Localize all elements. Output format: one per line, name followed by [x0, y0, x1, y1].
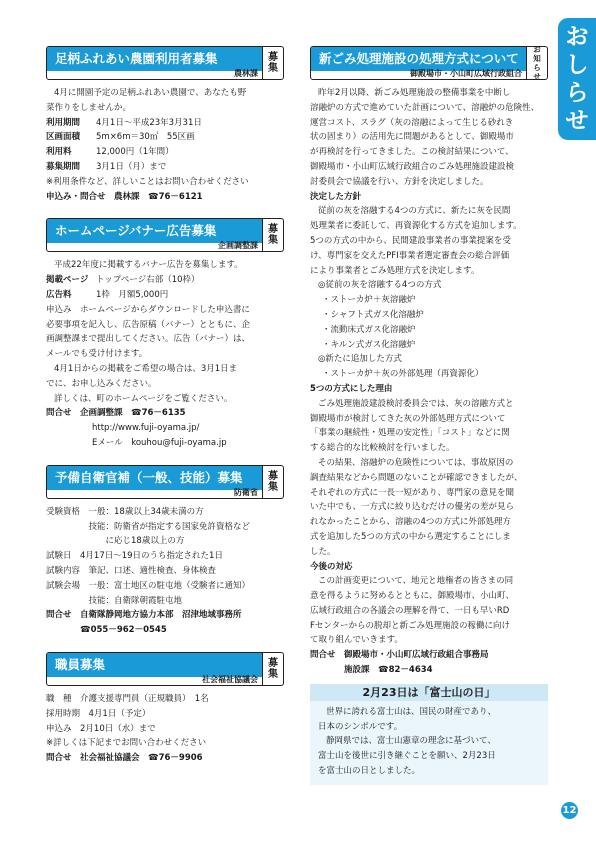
waste-dept: 御殿場市・小山町広域行政組合	[410, 69, 522, 78]
staff-line: 問合せ 社会福祉協議会 ☎76－9906	[46, 753, 203, 764]
staff-line: 申込み 2月10日（水）まで	[46, 723, 156, 734]
banner-contact: 問合せ 企画調整課 ☎76－6135	[46, 408, 186, 419]
waste-line: 御殿場市が検討してきた灰の外部処理方式について	[310, 413, 506, 424]
farm-intro: 4月に開園予定の足柄ふれあい農園で、あなたも野	[54, 88, 247, 98]
section-tab-oshirase	[558, 18, 596, 140]
banner-title: ホームページバナー広告募集	[47, 219, 262, 243]
waste-line: け、専門家を交えたPFI事業者選定審査会の総合評価	[310, 250, 510, 261]
staff-line: 採用時期 4月1日（予定）	[46, 708, 151, 719]
fuji-day-line: 富士山を後世に引き継ぐことを願い、2月23日	[318, 751, 496, 762]
waste-line: 決定した方針	[310, 191, 362, 202]
waste-line: 5つの方式にした理由	[310, 383, 393, 394]
fuji-day-box	[310, 684, 548, 785]
staff-line: 職 種 介護支援専門員（正規職員） 1名	[46, 693, 209, 704]
waste-line: ◎新たに追加した方式	[318, 354, 402, 365]
waste-line: 昨年2月以降、新ごみ処理施設の整備事業を中断し	[318, 88, 511, 98]
waste-line: 5つの方式の中から、民間建設事業者の事業提案を受	[310, 235, 511, 246]
recruit-badge: 募 集	[263, 465, 284, 499]
waste-line: 討委員会で協議を行い、方針を決定しました。	[310, 176, 489, 187]
waste-line: する総合的な比較検討を行いました。	[310, 443, 455, 454]
waste-line: 今後の対応	[310, 561, 353, 572]
waste-line: 溶融炉の方式で進めていた計画について、溶融炉の危険性、	[310, 102, 540, 113]
banner-apply: 必要事項を記入し、広告原稿（バナー）とともに、企	[46, 319, 251, 330]
sdf-line: 受験資格 一般：18歳以上34歳未満の方	[46, 506, 204, 517]
waste-line: 状の固まり）の活用先に問題があるとして、御殿場市	[310, 132, 514, 143]
farm-notice	[46, 46, 284, 204]
waste-body	[310, 86, 548, 678]
sdf-line: 試験日 4月17日～19日のうち指定された1日	[46, 551, 223, 562]
banner-info: でに、お申し込みください。	[46, 378, 157, 389]
fuji-day-line: を富士山の日としました。	[318, 766, 421, 777]
banner-header	[46, 218, 284, 252]
banner-apply: メールでも受け付けます。	[46, 349, 148, 360]
sdf-header	[46, 465, 284, 499]
waste-line: 式を追加した5つの方式の中から選定することにしま	[310, 531, 511, 542]
page-number: 12	[561, 802, 578, 819]
fuji-day-line: 日本のシンボルです。	[318, 721, 403, 732]
waste-line: 御殿場市・小山町広域行政組合のごみ処理施設建設検	[310, 161, 515, 172]
banner-detail: 詳しくは、町のホームページをご覧ください。	[54, 393, 233, 404]
waste-line: ・ストーカ炉＋灰溶融炉	[322, 295, 416, 306]
tab-char: お	[565, 24, 589, 50]
sdf-line: 問合せ 自衛隊静岡地方協力本部 沼津地域事務所	[46, 610, 242, 621]
fuji-day-line: 世界に誇れる富士山は、国民の財産であり、	[326, 706, 497, 717]
farm-row: 利用料 12,000円（1年間）	[46, 147, 174, 158]
sdf-notice	[46, 465, 284, 638]
waste-line: ・キルン式ガス化溶融炉	[322, 339, 416, 350]
fuji-day-line: 静岡県では、富士山憲章の理念に基づいて、	[326, 736, 496, 747]
waste-line: ・流動床式ガス化溶融炉	[322, 324, 416, 335]
farm-title: 足柄ふれあい農園利用者募集	[47, 47, 262, 71]
waste-line: 問合せ 御殿場市・小山町広域行政組合事務局	[310, 650, 489, 661]
banner-row: 掲載ページ トップページ右部（10枠）	[46, 275, 200, 286]
sdf-line: 試験会場 一般：富士地区の駐屯地（受験者に通知）	[46, 580, 251, 591]
tab-char: し	[565, 52, 589, 78]
waste-line: て取り組んでいきます。	[310, 635, 403, 646]
waste-line: 調査結果などから問題のないことが確認できましたが、	[310, 472, 523, 483]
farm-intro: 菜作りをしませんか。	[46, 102, 132, 113]
waste-line: 施設課 ☎82－4634	[310, 665, 433, 676]
sdf-line: ☎055－962－0545	[46, 625, 167, 636]
sdf-dept: 防衛省	[234, 487, 258, 497]
staff-line: ※詳しくは下記までお問い合わせください	[46, 738, 207, 749]
waste-line: 従前の灰を溶融する4つの方式に、新たに灰を民間	[318, 206, 511, 217]
staff-notice	[46, 652, 284, 766]
farm-row: 利用期間 4月1日～平成23年3月31日	[46, 117, 202, 128]
homepage-link[interactable]: http://www.fuji-oyama.jp/	[92, 423, 200, 434]
waste-line: により事業者とごみ処理方式を決定します。	[310, 265, 480, 276]
sdf-line: に応じ18歳以上の方	[46, 536, 185, 547]
banner-info: 4月1日からの掲載をご希望の場合は、3月1日ま	[54, 363, 238, 374]
banner-notice	[46, 218, 284, 450]
notice-badge: お 知 ら せ	[527, 46, 548, 80]
banner-intro: 平成22年度に掲載するバナー広告を募集します。	[54, 260, 243, 271]
email-link[interactable]: Eメール kouhou@fuji-oyama.jp	[92, 437, 227, 448]
waste-line: ・シャフト式ガス化溶融炉	[322, 309, 424, 320]
banner-apply: 申込み ホームページからダウンロードした申込書に	[46, 304, 250, 315]
waste-line: ごみ処理施設建設検討委員会では、灰の溶融方式と	[318, 398, 514, 409]
farm-header	[46, 46, 284, 80]
waste-line: それぞれの方式に一長一短があり、専門家の意見を聞	[310, 487, 515, 498]
farm-contact: 申込み・問合せ 農林課 ☎76－6121	[46, 191, 203, 202]
sdf-line: 技能：自衛隊朝霞駐屯地	[46, 595, 183, 606]
recruit-badge: 募 集	[263, 218, 284, 252]
waste-line: 広域行政組合の各議会の理解を得て、一日も早いRD	[310, 605, 510, 616]
waste-title: 新ごみ処理施設の処理方式について	[311, 47, 526, 71]
sdf-line: 技能：防衛省が指定する国家免許資格など	[46, 521, 251, 532]
waste-line: れなかったことから、溶融の4つの方式に外部処理方	[310, 517, 511, 528]
waste-line: 意を得るように努めるとともに、御殿場市、小山町、	[310, 591, 515, 602]
recruit-badge: 募 集	[263, 652, 284, 686]
waste-line: した。	[310, 546, 336, 557]
farm-row: 募集期間 3月1日（月）まで	[46, 161, 167, 172]
farm-note: ※利用条件など、詳しいことはお問い合わせください	[46, 176, 249, 187]
sdf-title: 予備自衛官補（一般、技能）募集	[47, 466, 262, 490]
waste-line: いた中でも、一方式に絞り込むだけの優劣の差が見ら	[310, 502, 515, 513]
waste-line: ・ストーカ炉＋灰の外部処理（再資源化）	[322, 369, 484, 380]
staff-dept: 社会福祉協議会	[202, 674, 258, 684]
fuji-day-title: 2月23日は「富士山の日」	[310, 684, 548, 701]
farm-row: 区画面積 5m×6m＝30㎡ 55区画	[46, 132, 195, 143]
left-column	[46, 46, 284, 780]
tab-char: せ	[565, 108, 589, 134]
waste-line: 運営コスト、スラグ（灰の溶融によって生じる砂れき	[310, 117, 514, 128]
right-column	[310, 46, 548, 785]
sdf-line: 試験内容 筆記、口述、適性検査、身体検査	[46, 565, 217, 576]
waste-line: が再検討を行ってきました。この検討結果について、	[310, 147, 514, 158]
tab-char: ら	[565, 80, 589, 106]
waste-header	[310, 46, 548, 80]
farm-dept: 農林課	[234, 69, 258, 78]
waste-line: この計画変更について、地元と地権者の皆さまの同	[318, 576, 514, 587]
waste-line: 処理業者に委託して、再資源化する方式を追加します。	[310, 221, 522, 232]
staff-header	[46, 652, 284, 686]
banner-apply: 画調整課まで提出してください。広告（バナー）は、	[46, 334, 251, 345]
waste-line: ◎従前の灰を溶融する4つの方式	[318, 280, 442, 291]
waste-line: Fセンターからの脱却と新ごみ処理施設の稼働に向け	[310, 620, 511, 631]
waste-line: 「事業の継続性・処理の安定性」「コスト」などに関	[310, 428, 510, 439]
waste-line: その結果、溶融炉の危険性については、事故原因の	[318, 457, 514, 468]
staff-title: 職員募集	[47, 653, 262, 677]
recruit-badge: 募 集	[263, 46, 284, 80]
banner-dept: 企画調整課	[218, 241, 258, 251]
banner-row: 広告料 1枠 月額5,000円	[46, 289, 169, 300]
